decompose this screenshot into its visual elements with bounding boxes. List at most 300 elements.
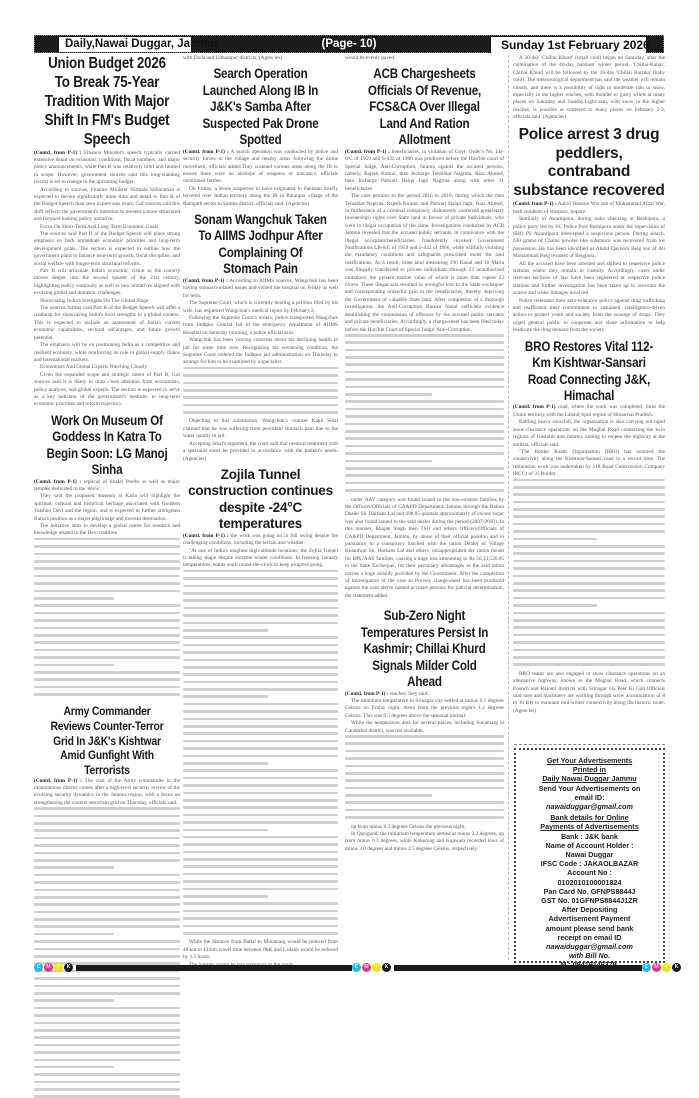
text-line	[183, 740, 338, 743]
text-line	[34, 822, 180, 825]
ad-email-link[interactable]: nawaiduggar@gmail.com	[546, 942, 633, 952]
article-paragraph: The emphasis will be on positioning India as a competitive and resilient economy, while reinforcing its role in global supply chains and international markets.	[34, 342, 180, 363]
text-line	[34, 844, 180, 847]
article-paragraph: The sources said Part B of the Budget Speech will place strong emphasis on both immediate economic priorities and long-term development goals. The section is expected to outline how the government plans to balance near-term growth, fiscal discipline, and social welfare with longer-term structural reforms.	[34, 231, 180, 267]
text-line	[183, 688, 338, 691]
article-paragraph: (Contd. from P-1) : Aahid Hussain War son of Mohammad Afzal War, both residents of Warpora, Sopore.	[513, 201, 665, 215]
text-line	[513, 626, 665, 629]
article-acb-chargesheet	[345, 66, 504, 600]
registration-mark-icon: Y	[372, 963, 381, 972]
text-filler	[513, 479, 665, 666]
text-line	[34, 627, 180, 630]
text-line	[183, 829, 268, 832]
text-line	[513, 538, 597, 541]
ad-line: Get Your Advertisements	[546, 756, 633, 765]
text-line	[183, 806, 338, 809]
ad-holder-label: Name of Account Holder :	[545, 840, 634, 850]
article-paragraph: In Qazigund, the minimum temperature settled at minus 2.2 degrees, up from minus 0.3 degrees, while Kokernag and Kupwara recorded lows of minus 3.0 degrees and minus 2.5 degrees Celsius, respectively.	[345, 831, 504, 852]
issue-date: Sunday 1st February 2026	[491, 37, 646, 54]
continued-marker: (Contd. from P-1) :	[183, 532, 229, 539]
registration-mark-icon: K	[672, 963, 681, 972]
article-paragraph: On Friday, a drone suspected to have originated in Pakistan briefly hovered over Indian territory along the IB in Ratanpur village of the Ramgarh sector in Samba district, officials said. (Agencies)	[183, 185, 338, 207]
text-line	[183, 614, 338, 617]
article-subhead: Focus On Short-Term And Long-Term Economic Goals	[40, 223, 159, 230]
article-paragraph: According to sources, Finance Minister Nirmala Sitharaman is expected to devote significantly more time and detail to Part B of the Budget Speech than seen in previous years. GoI sources said this shift reflects the government's intention to present a more structured and forward-looking policy narrative.	[34, 186, 180, 223]
article-paragraph: They said the proposed museum at Katra will highlight the spiritual, cultural and historical heritage associated with Goddess Vaishno Devi and the region, and is expected to further strengthen Katra's position as a major pilgrimage and tourism destination.	[34, 493, 180, 522]
text-line	[345, 801, 504, 804]
ad-pan: Pan Card No. GFNPS8844J	[543, 886, 636, 896]
article-paragraph: Accepting Sibal's argument, the court said that medical treatment with a specialist must be provided in accordance with the patient's needs. (Agencies)	[183, 440, 338, 462]
continued-marker: (Contd. from P-1) :	[513, 201, 557, 208]
text-line	[345, 408, 504, 411]
text-line	[34, 560, 180, 563]
headline-union-budget[interactable]: Union Budget 2026 To Break 75-Year Tradition With Major Shift In FM's Budget Speech	[44, 55, 170, 148]
text-line	[34, 1081, 180, 1084]
text-line	[345, 772, 504, 775]
text-line	[34, 597, 114, 600]
text-line	[34, 940, 180, 943]
text-line	[183, 396, 338, 399]
text-line	[183, 629, 268, 632]
text-line	[345, 430, 504, 433]
text-line	[345, 779, 504, 782]
text-line	[34, 538, 180, 541]
text-line	[183, 570, 338, 573]
advertisement-box	[514, 748, 665, 963]
text-line	[345, 423, 504, 426]
text-line	[513, 523, 665, 526]
text-line	[183, 681, 338, 684]
continued-marker: (Contd. from P-1) :	[34, 777, 82, 784]
text-filler	[183, 570, 338, 935]
registration-mark-icon: C	[352, 963, 361, 972]
registration-mark-icon: Y	[54, 963, 63, 972]
text-line	[34, 1059, 180, 1062]
article-paragraph: (Contd. from P-1) : the work was going on in full swing despite the challenging conditions, including the terrain and weather.	[183, 532, 338, 547]
article-paragraph: (Contd. from P-1) : A search operation was conducted by police and security forces in the village and nearby areas following the drone movement, officials added.They scanned various areas along the IB to ensure there were no airdrops of weapons or narcotics, officials mentioned further.	[183, 148, 338, 185]
registration-mark-icon: K	[64, 963, 73, 972]
article-paragraph: While the distance from Baltal to Minamarg would be reduced from 40 km to 13 km, travel time between J&K and Ladakh would be reduced by 1.5 hours.	[183, 939, 338, 961]
text-filler	[345, 735, 504, 819]
article-paragraph: (Contd. from P-1) road, where the work was completed, links the Union territory with the Lahaul-Spiti region of Himachal Pradesh.	[513, 404, 665, 418]
text-filler	[34, 538, 180, 696]
continued-marker: (Contd. from P-1) :	[345, 690, 389, 697]
article-museum-katra	[34, 413, 180, 696]
text-line	[34, 590, 180, 593]
article-paragraph: The Supreme Court, which is currently hearing a petition filed by his wife, has requested Wangchuk's medical report by February 2.	[183, 300, 338, 314]
text-line	[183, 902, 338, 905]
text-line	[34, 1073, 180, 1076]
text-line	[34, 985, 180, 988]
text-line	[34, 604, 180, 607]
text-line	[513, 612, 665, 615]
footer-rule	[394, 965, 642, 971]
text-line	[34, 852, 180, 855]
text-line	[345, 482, 504, 485]
article-paragraph: (Contd. from P-1) : The visit of the Army commander to the mountainous district comes after a high-level security review of the evolving security dynamics in the Jammu region, with a focus on strengthening the counter-terrorism grid on Thursday, officials said.	[34, 777, 180, 806]
text-line	[183, 382, 338, 385]
text-line	[34, 911, 180, 914]
registration-mark-icon: C	[34, 963, 43, 972]
article-paragraph: A 20-day 'Chillai Khurd' (small cold) began on Saturday, after the culmination of the 40-day harshest winter period, 'Chillai-Kalan'. Chillai Khurd will be followed by the 10-day 'Chillai Bachha' (baby cold). The meteorological department has said the weather will remain cloudy, and there is a possibility of light to moderate rain or snow, especially in the higher reaches, with thunder or gusty winds at many places on Saturday and Sunday.Light rain, with snow in the higher reaches, is possible at scattered to many places on February 2-3, officials said. (Agencies)	[513, 55, 665, 121]
text-line	[34, 641, 180, 644]
text-line	[183, 673, 338, 676]
text-line	[513, 634, 665, 637]
text-line	[345, 445, 504, 448]
text-line	[34, 1014, 180, 1017]
text-line	[34, 686, 180, 689]
article-paragraph: under AAY category was found issued to the non-existent families by the Officers/Officials of CA&PD Department, Jammu through the Ration Dealer Sh. Harbans Lal and 498.05 quintals approximately of excess sugar was also found issued to the said dealer during the period (2007-2010). In this manner, Bhajan Singh then TSO and others Officers/Officials of CA&PD Department, Jammu, by abuse of their official position and in pursuance to a conspiracy hatched with the ration Dealer of Village Khandwal Sh. Harbans Lal and others, misappropriated the ration meant for BPL/AAY families, causing a huge loss amounting to Rs 50,33,526.05 to the State Exchequer, for their pecuniary advantages as the said ration carries a huge subsidy provided by the Government. After the completion of investigation of the case as Proved, charge-sheet has been produced against the said above named accused persons for judicial determination, the statement added.	[345, 496, 504, 599]
paper-name: Daily,Nawai Duggar, Jammu	[59, 37, 191, 52]
text-line	[34, 553, 180, 556]
text-line	[345, 378, 504, 381]
text-line	[34, 807, 180, 810]
continued-marker: (Contd. from P-1) :	[183, 148, 229, 155]
text-line	[183, 814, 338, 817]
text-line	[183, 865, 338, 868]
headline-army-commander[interactable]: Army Commander Reviews Counter-Terror Grid In J&K's Kishtwar Amid Gunfight With Terrorists	[50, 704, 164, 777]
text-line	[183, 577, 338, 580]
text-line	[34, 1051, 180, 1054]
text-line	[34, 664, 114, 667]
text-line	[34, 903, 180, 906]
column-4	[513, 55, 665, 743]
article-paragraph: The sources further said Part B of the Budget Speech will offer a roadmap for showcasing India's local strengths in a global context. This is expected to include an assessment of India's current economic capabilities, sectoral advantages, and future growth potential.	[34, 305, 180, 341]
text-line	[34, 649, 180, 652]
page-number: (Page- 10)	[321, 38, 377, 50]
ad-line: email ID:	[574, 792, 605, 802]
text-line	[345, 349, 504, 352]
ad-account-label: Account No :	[567, 868, 612, 878]
headline-museum-katra[interactable]: Work On Museum Of Goddess In Katra To Begin Soon: LG Manoj Sinha	[46, 412, 168, 478]
text-line	[345, 735, 504, 738]
text-line	[183, 651, 338, 654]
text-line	[513, 641, 665, 644]
article-paragraph: Battling heavy snowfall, the organisation is also carrying out rapid snow-clearance operations on the Mughal Road connecting the twin regions of Kashmir and Jammu, aiming to reopen the highway at the earliest, officials said.	[513, 419, 665, 448]
ad-gst: GST No. 01GFNPS8844J1ZR	[541, 896, 638, 906]
text-line	[345, 765, 504, 768]
text-line	[345, 415, 504, 418]
ad-line: Printed in	[572, 765, 607, 775]
article-paragraph: BRO teams are also engaged in snow clearance operations on an alternative highway, known as the Mughal Road, which connects Poonch and Rajouri districts with Srinagar via Peer Ki Gali.Officials said men and machinery are working through snow accumulation of 8 to 10 feet to maintain mid-winter connectivity along the historic route. (Agencies)	[513, 670, 665, 714]
text-line	[513, 508, 665, 511]
text-line	[183, 851, 338, 854]
text-line	[34, 896, 180, 899]
text-line	[513, 501, 665, 504]
article-union-budget	[34, 55, 180, 409]
text-line	[345, 757, 504, 760]
masthead-bar	[34, 35, 664, 53]
text-line	[183, 821, 338, 824]
ad-holder: Nawai Duggar	[565, 850, 614, 860]
text-line	[513, 604, 597, 607]
text-line	[345, 489, 504, 492]
text-line	[34, 582, 180, 585]
article-drug-peddlers	[513, 126, 665, 335]
text-line	[183, 895, 268, 898]
footer-rule	[76, 965, 352, 971]
text-line	[183, 607, 338, 610]
text-line	[183, 404, 338, 407]
text-line	[183, 769, 338, 772]
article-paragraph: Part B will articulate India's economic vision as the country moves deeper into the second quarter of the 21st century, highlighting policy continuity as well as new initiatives aligned with evolving global and domestic challenges.	[34, 268, 180, 297]
text-line	[34, 619, 180, 622]
text-line	[34, 881, 180, 884]
text-line	[183, 910, 338, 913]
continued-marker: (Contd. from P-1) :	[34, 149, 82, 156]
text-line	[34, 992, 180, 995]
continued-text: would be evenly paved.	[345, 55, 396, 61]
text-line	[345, 356, 504, 359]
ad-line: Payments of Advertisements	[540, 822, 639, 832]
text-line	[513, 493, 665, 496]
divider	[514, 744, 665, 745]
headline-zojila-tunnel[interactable]: Zojila Tunnel construction continues despite -24°C temperatures	[188, 466, 333, 532]
text-line	[34, 1029, 180, 1032]
ad-line: receipt on email ID	[557, 932, 622, 942]
text-line	[34, 866, 114, 869]
text-line	[183, 644, 338, 647]
text-line	[183, 732, 338, 735]
text-line	[345, 386, 504, 389]
text-line	[34, 671, 180, 674]
text-line	[513, 663, 665, 666]
continued-marker: (Contd. from P-1) :	[34, 478, 82, 485]
text-line	[513, 486, 665, 489]
text-line	[183, 710, 338, 713]
text-line	[345, 794, 432, 797]
article-bro-road	[513, 339, 665, 716]
text-line	[345, 467, 504, 470]
text-line	[34, 545, 180, 548]
text-line	[183, 659, 338, 662]
text-line	[183, 932, 338, 935]
text-line	[34, 567, 180, 570]
registration-mark-icon: C	[642, 963, 651, 972]
article-paragraph: While the temperature data for several places, including Sonamarg in Ganderbal district, was not available,	[345, 720, 504, 734]
text-line	[183, 925, 338, 928]
text-line	[34, 918, 180, 921]
text-filler	[34, 807, 180, 1098]
article-army-commander	[34, 704, 180, 1098]
text-line	[183, 836, 338, 839]
text-line	[34, 1044, 180, 1047]
text-line	[34, 656, 180, 659]
text-line	[34, 1066, 114, 1069]
text-line	[345, 341, 504, 344]
ad-bill: with Bill No.	[568, 951, 611, 961]
text-line	[513, 656, 665, 659]
ad-line: Send Your Advertisements on	[538, 783, 641, 793]
text-line	[345, 787, 504, 790]
text-line	[34, 815, 180, 818]
footer-bar	[34, 963, 679, 973]
text-line	[183, 888, 338, 891]
text-line	[34, 977, 180, 980]
ad-ifsc: IFSC Code : JAKAOLBAZAR	[540, 859, 639, 869]
text-line	[513, 582, 665, 585]
text-line	[183, 411, 338, 414]
text-line	[513, 479, 665, 482]
headline-acb-chargesheet[interactable]: ACB Chargesheets Officials Of Revenue, FCS&CA Over Illegal Land And Ration Allotment	[367, 66, 482, 148]
article-paragraph: (Contd. from P-1) : reaches, they said.	[345, 690, 429, 697]
text-line	[183, 792, 338, 795]
text-line	[183, 755, 338, 758]
text-line	[183, 367, 338, 370]
registration-mark-icon: M	[44, 963, 53, 972]
text-line	[183, 718, 338, 721]
text-line	[183, 784, 338, 787]
headline-bro-road[interactable]: BRO Restores Vital 112-Km Kishtwar-Sansari Road Connecting J&K, Himachal	[524, 338, 654, 403]
text-line	[183, 799, 338, 802]
text-line	[345, 742, 504, 745]
text-line	[34, 837, 180, 840]
article-paragraph: Wangchuk has been voicing concerns about his declining health in jail for some time now. Recognising his worsening condition, the Supreme Court ordered the Jodhpur jail administration on Thursday to arrange for him to be examined by a specialist.	[183, 337, 338, 366]
ad-email-link[interactable]: nawaiduggar@gmail.com	[546, 802, 633, 812]
article-zojila-tunnel	[183, 467, 338, 969]
text-line	[183, 762, 268, 765]
text-line	[345, 437, 504, 440]
text-line	[513, 567, 665, 570]
text-line	[513, 619, 665, 622]
article-paragraph: Following the Supreme Court's orders, police transported Wangchuk from Jodhpur Central Jail to the emergency department of AIIMS Hospital on Saturday morning, a police official said.	[183, 314, 338, 336]
article-paragraph: (Contd. from P-1) : According to AIIMS sources, Wangchuk has been having stomach-related issues and visited the hospital on Friday as well for tests.	[183, 277, 338, 299]
text-line	[345, 809, 504, 812]
text-line	[345, 816, 504, 819]
text-line	[345, 393, 432, 396]
ad-account: 0102010100001824	[557, 877, 622, 887]
headline-wangchuk[interactable]: Sonam Wangchuk Taken To AIIMS Jodhpur After Complaining Of Stomach Pain	[194, 212, 327, 277]
registration-mark-icon: K	[382, 963, 391, 972]
text-line	[34, 889, 180, 892]
text-line	[513, 589, 665, 592]
text-line	[183, 636, 338, 639]
text-line	[513, 552, 665, 555]
text-line	[34, 1022, 180, 1025]
text-line	[513, 560, 665, 563]
text-line	[34, 678, 180, 681]
text-line	[34, 948, 180, 951]
text-line	[345, 363, 504, 366]
text-line	[513, 575, 665, 578]
article-paragraph: up from minus 6.3 degrees Celsius the previous night.	[351, 823, 466, 830]
text-line	[345, 452, 504, 455]
article-samba-drone	[183, 66, 338, 208]
text-line	[34, 612, 180, 615]
text-line	[34, 1088, 180, 1091]
text-line	[345, 474, 504, 477]
ad-line: After Depositing	[561, 905, 618, 915]
registration-mark-icon: Y	[662, 963, 671, 972]
article-subhead: Economists And Global Experts Watching Closely	[40, 364, 148, 371]
text-line	[34, 955, 180, 958]
article-paragraph: The initiative aims to develop a global centre for research and knowledge related to the Devi tradition	[34, 523, 180, 537]
headline-drug-peddlers[interactable]: Police arrest 3 drug peddlers, contraband substance recovered	[513, 125, 665, 200]
registration-mark-icon: M	[652, 963, 661, 972]
column-2	[183, 55, 338, 960]
headline-samba-drone[interactable]: Search Operation Launched Along IB In J&K's Samba After Suspected Pak Drone Spotted	[202, 66, 319, 148]
ad-line: amount please send bank	[545, 923, 634, 933]
article-paragraph: Police reiterated their zero-tolerance policy against drug trafficking and reaffirmed their commitment to sustained, intelligence-driven action to protect youth and society from the scourge of drugs. They urged general public to cooperate and share information to help eradicate the drug menace from the society.	[513, 297, 665, 334]
ad-line: Daily Nawai Duggar Jammu	[542, 774, 637, 784]
article-paragraph: The case pertains to the period 2016 to 2018, during which the then Tehsildar Nagrota, Rajesh Kumar, and Patwari Halqa Jagti, Riaz Ahmed, in furtherance of a criminal conspiracy, dishonestly conferred proprietary (ownership) rights over State land in favour of private individuals, who were in illegal occupation of the same. Investigations conducted by ACB Jammu revealed that the accused public servants, in connivance with the illegal occupants/beneficiaries, fraudulently invoked Government Notifications LB-6/C of 1959 and S-432 of 1966, while willfully violating the mandatory conditions and safeguards prescribed under the said notifications. As a result, State land measuring 196 Kanal and 10 Marla was illegally transferred to private individuals through 23 unauthorized mutations, the present market value of which is more than rupees 22 crores. These illegal acts resulted in wrongful loss to the State exchequer and corresponding unlawful gain to the beneficiaries, thereby depriving the Government of valuable State land. After completion of a thorough investigation, the Anti-Corruption Bureau found sufficient evidence establishing the commission of offences by the accused public servants and private beneficiaries. Accordingly, a charge-sheet has been filed today before the Hon'ble Court of Special Judge, Anti-Corruption,	[345, 193, 504, 333]
text-line	[34, 859, 180, 862]
text-line	[183, 374, 338, 377]
text-line	[345, 400, 504, 403]
registration-mark-icon: M	[362, 963, 371, 972]
article-subhead: Showcasing India's Strengths On The Global Stage	[40, 297, 149, 304]
text-line	[183, 843, 338, 846]
text-line	[345, 334, 504, 337]
text-line	[34, 1036, 180, 1039]
text-line	[183, 599, 338, 602]
article-paragraph: All the accused have been arrested and shifted to respective police stations where they remain in custody. Accordingly, cases under relevant sections of law have been registered at respective police stations and further investigation has been taken up to ascertain the source and wider linkages involved.	[513, 260, 665, 297]
article-paragraph: Given the expanded scope and strategic intent of Part B, GoI sources said it is likely to draw close attention from economists, policy analysts, and global experts. The section is expected to serve as a key indicator of the government's medium- to long-term economic priorities and reform trajectory.	[34, 371, 180, 408]
article-paragraph: (Contd. from P-1) : beneficiaries, in violation of Govt. Order's No. LB-6/C of 1959 and S-432 of 1966 was produced before the Hon'ble court of Special Judge, Anti-Corruption, Jammu against the accused persons, namely, Rajesh Kumar, then Incharge Tehsildar Nagrota, Riaz Ahmed, then Incharge Patwari Halqa Jagti Nagrota along with other 21 beneficiaries.	[345, 148, 504, 192]
column-3	[345, 55, 509, 960]
text-line	[183, 725, 338, 728]
text-line	[34, 829, 180, 832]
text-line	[183, 622, 338, 625]
text-line	[183, 873, 338, 876]
text-line	[513, 545, 665, 548]
text-line	[513, 530, 665, 533]
headline-kashmir-temperatures[interactable]: Sub-Zero Night Temperatures Persist In Kashmir; Chillai Khurd Signals Milder Cold Ahead	[360, 608, 489, 690]
text-line	[34, 933, 114, 936]
text-line	[183, 592, 338, 595]
article-kashmir-temperatures	[345, 608, 504, 853]
article-paragraph: Similarly in Awantipora, during naka checking at Reshipora, a police party led by I/C Police Post Reshipora under the supervision of SHO PS Awantipora intercepted a suspicious person. During search, 630 grams of Charas powder like substance was recovered from his possession. He has been identified as Abdul Qayoom Beig son of Ali Mohammad Beig resident of Beigpora.	[513, 216, 665, 260]
text-line	[34, 634, 180, 637]
article-paragraph: The minimum temperature in Srinagar city settled at minus 0.1 degrees Celsius on Friday night, down from the previous night's 1.2 degrees Celsius. This was 0.5 degrees above the seasonal normal.	[345, 697, 504, 719]
text-line	[513, 649, 665, 652]
text-line	[345, 460, 432, 463]
text-line	[34, 925, 180, 928]
ad-line: Bank details for Online	[550, 813, 629, 823]
continued-marker: (Contd. from P-1) :	[345, 148, 390, 155]
text-line	[183, 880, 338, 883]
column-1	[34, 55, 180, 960]
text-line	[34, 1007, 180, 1010]
text-line	[34, 693, 180, 696]
text-line	[183, 858, 338, 861]
text-line	[183, 703, 338, 706]
article-paragraph: "At one of India's toughest high-altitude locations, the Zojila Tunnel is taking shape despite extreme winter conditions. In freezing January temperatures, teams work round-the-clock to keep progress going.	[183, 547, 338, 569]
continued-marker: (Contd. from P-1) :	[183, 277, 228, 284]
text-line	[34, 999, 114, 1002]
continued-marker: (Contd. from P-1)	[513, 404, 559, 411]
article-paragraph: Objecting to this submission, Wangchuk's counsel Kapil Sibal claimed that he was suffering from persistent stomach pain due to the water quality in jail.	[183, 418, 338, 440]
text-line	[34, 575, 180, 578]
article-wangchuk	[183, 212, 338, 463]
article-paragraph: (Contd. from P-1) : Finance Minister's speech typically carried extensive detail on economic conditions, fiscal numbers, and major policy announcements, while Part B was relatively brief and limited in scope. However, government sources said this long-standing format is set to change in the upcoming budget.	[34, 149, 180, 186]
text-line	[183, 389, 338, 392]
text-line	[183, 666, 338, 669]
text-line	[183, 917, 338, 920]
ad-line: Advertisement Payment	[548, 914, 631, 924]
text-line	[345, 750, 504, 753]
text-line	[183, 777, 338, 780]
text-filler	[345, 334, 504, 492]
article-paragraph: "The Border Roads Organisation (BRO) has restored the connectivity along the Kishtwar-Sansari road in a record time. The restoration work was undertaken by 118 Road Construction Company (RCC) of 35 Border	[513, 448, 665, 478]
text-line	[34, 874, 180, 877]
text-line	[513, 597, 665, 600]
text-line	[183, 585, 338, 588]
text-filler	[183, 367, 338, 414]
text-line	[183, 695, 268, 698]
text-line	[345, 371, 504, 374]
article-paragraph: (Contd. from P-1) : replicas of Shakti Peeths as well as major temples dedicated to the 'devis'.	[34, 478, 180, 493]
